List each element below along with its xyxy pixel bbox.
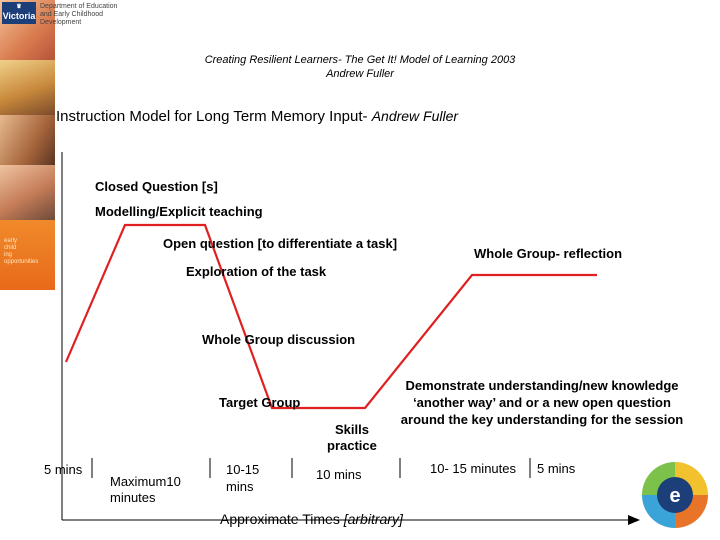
demonstrate-line-1: Demonstrate understanding/new knowledge [405,378,679,393]
label-modelling: Modelling/Explicit teaching [95,204,263,219]
victoria-wordmark: Victoria [2,11,36,21]
es-mark: e [669,485,681,507]
axis-label [220,511,403,527]
demonstrate-line-3: around the key understanding for the session [400,412,684,427]
time-label-6: 5 mins [537,461,576,476]
label-target-group: Target Group [219,395,301,410]
orange-panel: early child ing opportunities [0,220,55,290]
time-label-4: 10 mins [316,467,362,482]
time-label-2-line-1: Maximum10 [110,474,181,489]
label-exploration: Exploration of the task [186,264,327,279]
time-label-2 [110,474,181,506]
skills-practice-line-1: Skills [334,422,369,437]
time-label-1: 5 mins [44,462,83,477]
time-label-3 [226,461,259,495]
time-label-5: 10- 15 minutes [430,461,516,476]
label-whole-group-reflection: Whole Group- reflection [474,246,623,261]
time-axis-arrow [628,515,640,525]
label-open-question: Open question [to differentiate a task] [163,236,398,251]
axis-label-italic: [arbitrary] [343,511,403,527]
victoria-logo: ♛ Victoria [2,2,36,24]
title-author: Andrew Fuller [371,108,459,124]
es-logo [640,460,710,530]
label-demonstrate [386,377,698,428]
header-line-2: Andrew Fuller [326,68,394,80]
skills-practice-line-2: practice [327,438,377,453]
department-name: Department of Education and Early Childhood Development [40,3,118,26]
label-whole-group-discussion: Whole Group discussion [202,332,356,347]
title-main: Instruction Model for Long Term Memory Input- [56,108,372,125]
header-line-1: Creating Resilient Learners- The Get It! Model of Learning 2003 [204,54,516,66]
label-closed-question: Closed Question [s] [95,179,218,194]
time-label-3-line-2: mins [226,479,254,494]
label-skills-practice [327,422,377,454]
time-label-3-line-1: 10-15 [226,462,260,477]
demonstrate-line-2: ‘another way’ and or a new open question [413,395,671,410]
time-label-2-line-2: minutes [110,490,156,505]
axis-label-main: Approximate Times [220,511,344,527]
